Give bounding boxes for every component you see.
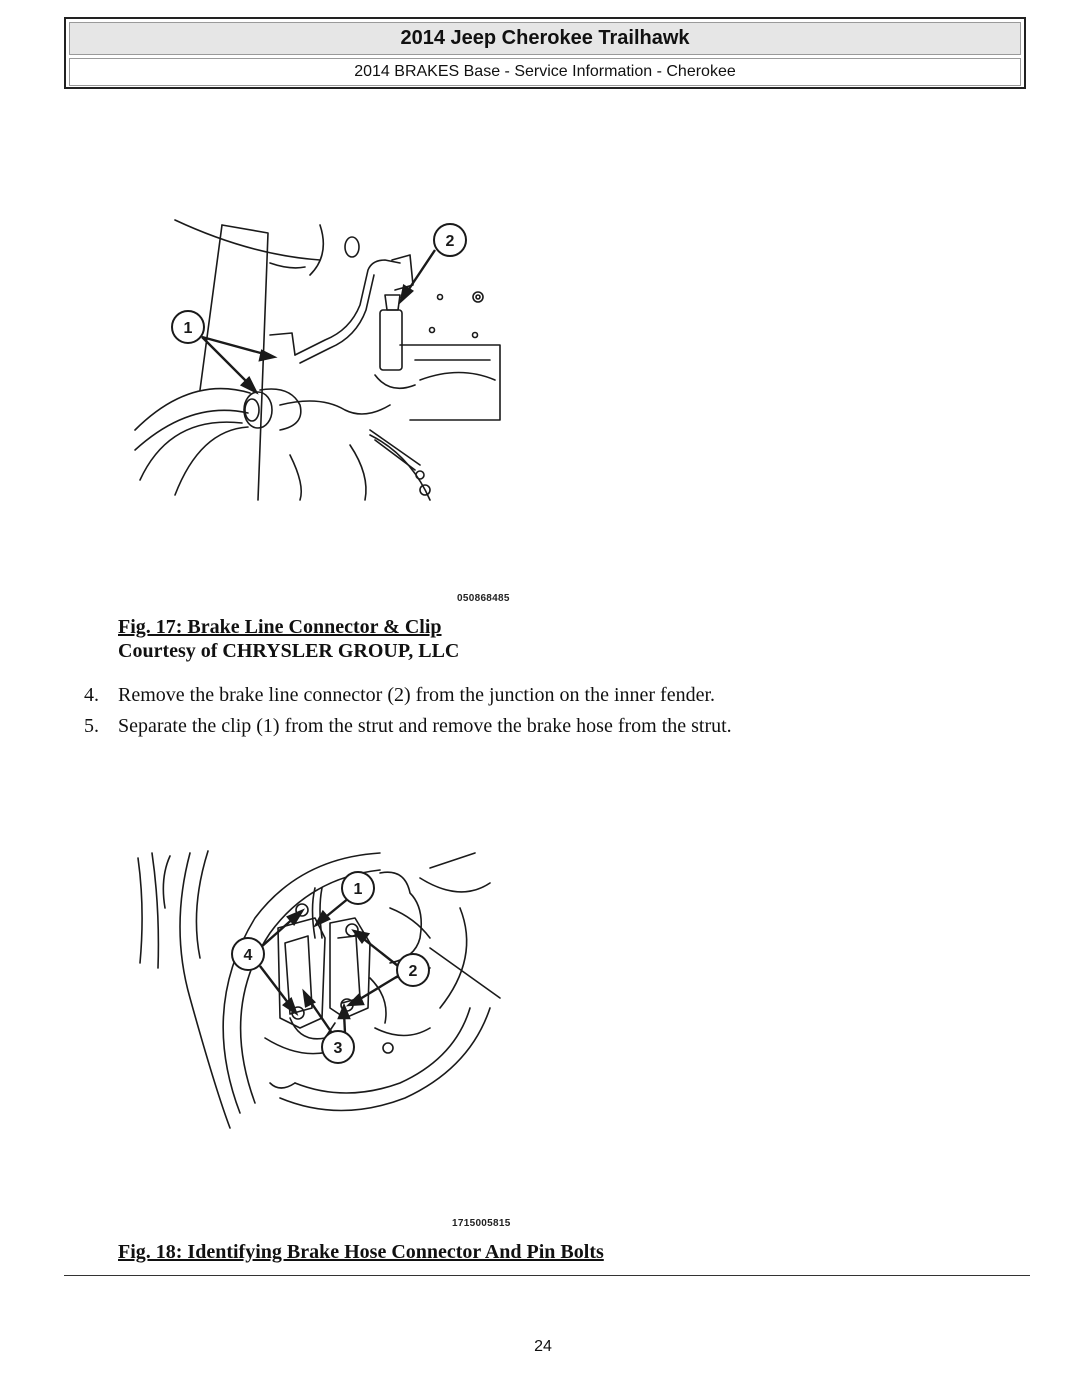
vehicle-title: 2014 Jeep Cherokee Trailhawk [69, 22, 1021, 55]
step-number: 5. [84, 715, 99, 737]
fig18-callout-1 [342, 872, 374, 904]
fig18-callout-3 [322, 1031, 354, 1063]
fig17-caption: Fig. 17: Brake Line Connector & Clip [118, 616, 442, 638]
fig17-callout-2 [434, 224, 466, 256]
svg-text:1: 1 [353, 881, 363, 898]
step-number: 4. [84, 684, 99, 706]
fig17-callout-1 [172, 311, 204, 343]
fig17-credit: Courtesy of CHRYSLER GROUP, LLC [118, 640, 460, 662]
fig18-callout-2 [397, 954, 429, 986]
fig18-caption-block [118, 1240, 604, 1264]
fig18-caption: Fig. 18: Identifying Brake Hose Connector And Pin Bolts [118, 1241, 604, 1263]
svg-text:2: 2 [408, 963, 418, 980]
svg-text:1: 1 [183, 320, 193, 337]
svg-text:2: 2 [445, 233, 455, 250]
step-text: Separate the clip (1) from the strut and remove the brake hose from the strut. [118, 715, 732, 737]
svg-text:3: 3 [333, 1040, 343, 1057]
fig18-callout-4 [232, 938, 264, 970]
fig17-caption-block [118, 615, 459, 663]
fig17-id-code: 050868485 [457, 593, 510, 604]
page-number: 24 [534, 1338, 552, 1355]
fig18-id-code: 1715005815 [452, 1218, 511, 1229]
svg-text:4: 4 [243, 947, 253, 964]
fig18-illustration [130, 848, 510, 1133]
document-header [64, 17, 1026, 89]
footer-divider [64, 1275, 1030, 1276]
fig17-illustration [130, 215, 510, 505]
section-title: 2014 BRAKES Base - Service Information - Cherokee [69, 58, 1021, 86]
step-text: Remove the brake line connector (2) from the junction on the inner fender. [118, 684, 716, 706]
